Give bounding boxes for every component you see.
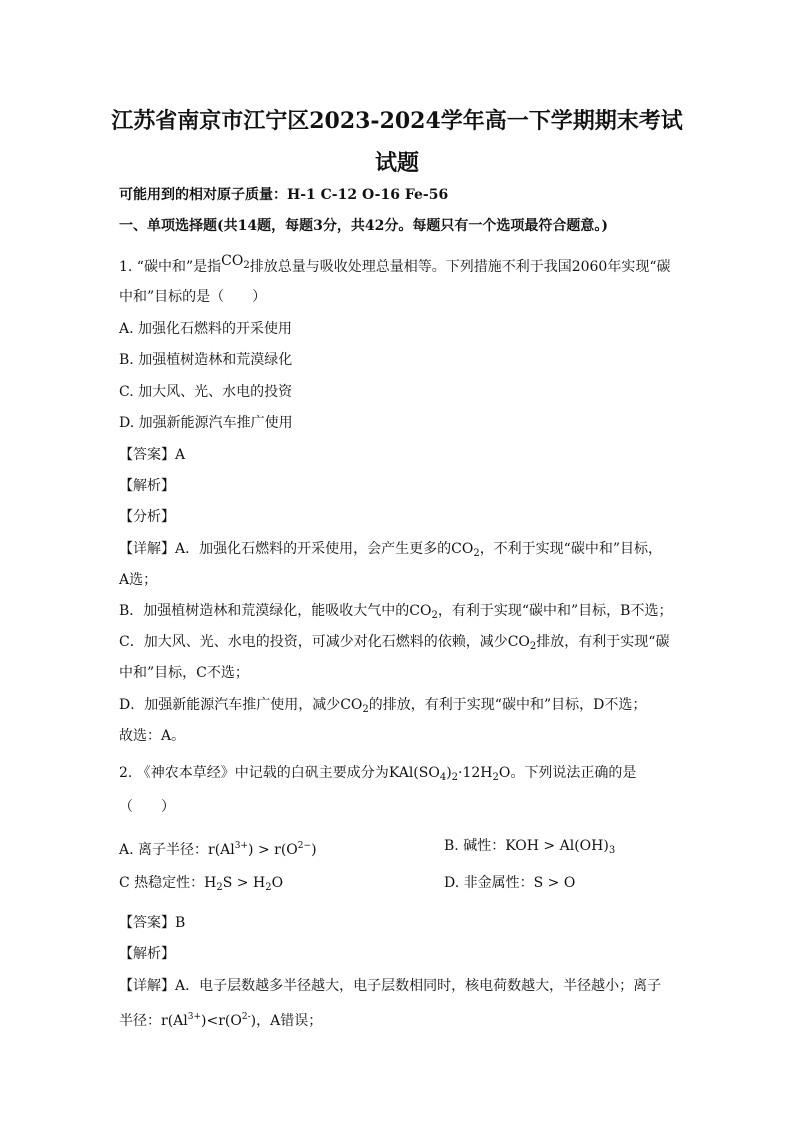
q1-detail-d [119,695,679,720]
q2-oa-f2: ) > r(O [248,842,298,858]
q1-jiexi-label: 【解析】 [119,478,175,494]
q1-detail-a-line-1 [119,539,679,564]
q1-detail-c-line-1 [119,632,679,657]
q2-option-b-formula [505,838,615,854]
q2-oc-f3: O [271,875,284,891]
q2-formula-sub2b: 2 [492,772,499,783]
q1-detail-b-text: B．加强植树造林和荒漠绿化，能吸收大气中的CO [119,603,432,619]
q2-da-sup1: 3+ [187,1012,202,1022]
q2-option-b [444,836,615,861]
q2-formula-part-c: ·12H [458,765,493,781]
q2-oc-f1: H [204,875,217,891]
q1-stem-line-1 [119,253,679,282]
q2-option-b-label: B. 碱性： [444,838,506,854]
q2-da-mid: )<r(O [201,1013,242,1029]
q2-formula-part-a: KAl(SO [388,765,440,781]
q2-oa-sup2: 2− [297,841,312,851]
q1-detail-a-end: ，不利于实现“碳中和”目标， [479,541,663,557]
q1-detail-a-text: 【详解】A．加强化石燃料的开采使用，会产生更多的CO [119,541,474,557]
q2-oa-sup1: 3+ [234,841,249,851]
q2-stem-line-1 [119,763,679,788]
q1-detail-a-sub: 2 [473,548,480,559]
q2-formula-part-b: ) [446,765,452,781]
q1-detail-c-end: 排放，有利于实现“碳 [536,634,670,650]
q1-detail-c-text: C．加大风、光、水电的投资，可减少对化石燃料的依赖，减少CO [119,634,530,650]
q1-stem-start: 1. “碳中和”是指 [119,259,222,275]
q2-oc-sub1: 2 [216,882,223,893]
q2-da-sup2: 2- [241,1012,251,1022]
q2-option-d-formula: S > O [533,875,576,891]
q2-option-a-label: A. 离子半径： [119,842,209,858]
q1-stem-line-2: 中和”目标的是（ ） [119,289,267,305]
q2-option-a-formula [208,842,317,858]
q2-oc-sub2: 2 [265,882,272,893]
q2-formula-sub2: 2 [451,772,459,783]
q1-detail-c-line-2: 中和”目标，C不选； [119,665,249,681]
q2-option-c-label: C 热稳定性： [119,875,205,891]
q2-formula-part-d: O [498,765,511,781]
q2-option-d-label: D. 非金属性： [444,875,534,891]
q1-detail-b-end: ，有利于实现“碳中和”目标，B不选； [437,603,673,619]
q2-stem-line-2: （ ） [119,799,175,815]
q2-da-end: )，A错误； [250,1013,323,1029]
q1-detail-d-end: 的排放，有利于实现“碳中和”目标，D不选； [368,697,647,713]
q2-option-d [444,873,575,893]
q2-formula [389,765,511,781]
q2-ob-sub: 3 [608,845,616,856]
q1-answer: 【答案】A [119,447,186,463]
q2-oa-f3: ) [311,842,317,858]
q2-option-c [119,873,419,898]
q2-answer: 【答案】B [119,915,186,931]
q2-detail-a-line-2 [119,1007,679,1031]
q2-option-c-formula [204,875,283,891]
q2-option-a [119,836,419,860]
q1-option-d: D. 加强新能源汽车推广使用 [119,415,293,431]
q2-stem-rest: 。下列说法正确的是 [510,765,637,781]
q1-detail-a-line-2: A选； [119,572,158,588]
q1-stem-rest: 排放总量与吸收处理总量相等。下列措施不利于我国2060年实现“碳 [249,259,671,275]
q1-detail-c-sub: 2 [529,641,537,652]
atomic-mass-note: 可能用到的相对原子质量：H-1 C-12 O-16 Fe-56 [119,187,449,203]
q2-oa-f1: r(Al [208,842,235,858]
section-heading: 一、单项选择题(共14题，每题3分，共42分。每题只有一个选项最符合题意。) [119,218,608,234]
q2-stem-start: 2. 《神农本草经》中记载的白矾主要成分为 [119,765,389,781]
q2-oc-f2: S > H [222,875,266,891]
q1-option-b: B. 加强植树造林和荒漠绿化 [119,352,293,368]
q1-co2-text: CO [221,253,244,269]
q1-fenxi-label: 【分析】 [119,509,175,525]
q1-stem-co2 [221,253,250,269]
q1-option-a: A. 加强化石燃料的开采使用 [119,321,293,337]
q2-ob-f1: KOH > Al(OH) [505,838,609,854]
q1-detail-d-text: D．加强新能源汽车推广使用，减少CO [119,697,363,713]
q2-detail-a-line-1: 【详解】A．电子层数越多半径越大，电子层数相同时，核电荷数越大，半径越小；离子 [119,978,662,994]
q1-detail-d-sub: 2 [362,704,369,715]
q1-co2-sub: 2 [243,260,250,271]
q1-option-c: C. 加大风、光、水电的投资 [119,384,293,400]
title-line-2: 试题 [374,150,419,176]
q2-da-pre: 半径：r(Al [119,1013,188,1029]
q1-detail-b-sub: 2 [431,610,438,621]
q2-jiexi-label: 【解析】 [119,946,175,962]
title-line-1: 江苏省南京市江宁区2023-2024学年高一下学期期末考试 [111,108,683,134]
q2-formula-sub4: 4 [439,772,447,783]
q1-conclusion: 故选：A。 [119,728,186,744]
q1-detail-b [119,601,679,626]
